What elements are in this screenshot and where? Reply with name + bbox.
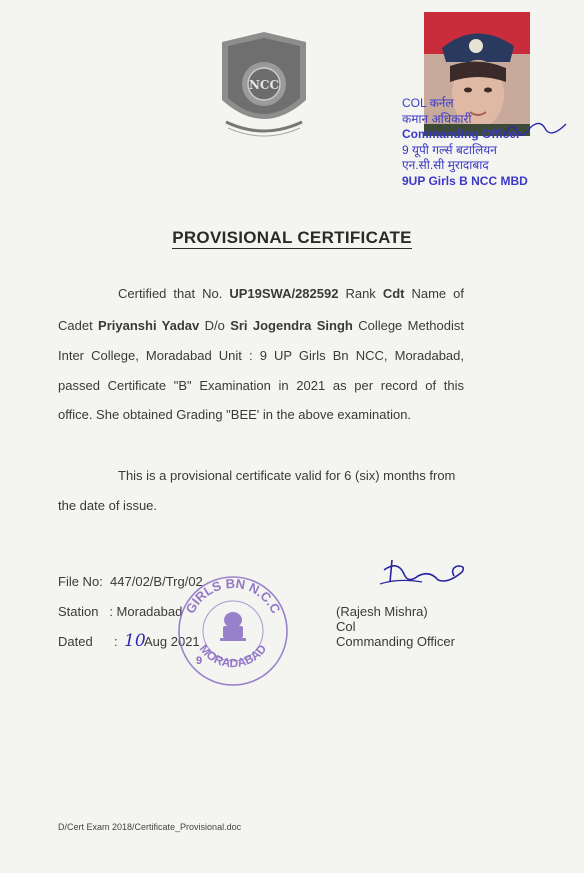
father-name: Sri Jogendra Singh (230, 318, 353, 333)
stamp-line: 9UP Girls B NCC MBD (402, 173, 528, 188)
officer-signature (378, 556, 468, 592)
body-line: passed Certificate "B" Examination in 2021 as per record of this (58, 378, 464, 393)
registration-number: UP19SWA/282592 (229, 286, 339, 301)
signatory-rank: Col (336, 619, 356, 634)
svg-text:MORADABAD: MORADABAD (196, 641, 270, 671)
body-line: Cadet Priyanshi Yadav D/o Sri Jogendra Singh College Methodist (58, 318, 464, 333)
stamp-line: कमान अधिकारी (402, 111, 472, 126)
handwritten-day: 10 (124, 631, 146, 651)
svg-text:GIRLS BN N.C.C: GIRLS BN N.C.C (182, 575, 284, 616)
signatory-title: Commanding Officer (336, 634, 455, 649)
emblem-icon (220, 612, 246, 641)
stamp-line: एन.सी.सी मुरादाबाद (402, 158, 489, 172)
body-line: the date of issue. (58, 498, 158, 513)
file-number: File No: 447/02/B/Trg/02 (58, 574, 203, 589)
stamp-signature (500, 114, 570, 144)
stamp-line: Commanding Officer (402, 127, 521, 141)
logo-text: NCC (248, 78, 280, 92)
signatory-name: (Rajesh Mishra) (336, 604, 428, 619)
body-line: office. She obtained Grading "BEE' in the above examination. (58, 407, 412, 422)
svg-text:9: 9 (196, 655, 203, 667)
body-line: Inter College, Moradabad Unit : 9 UP Girls Bn NCC, Moradabad, (58, 348, 464, 363)
rank: Cdt (382, 286, 405, 301)
stamp-line: 9 यूपी गर्ल्स बटालियन (402, 142, 497, 157)
date-issued: Dated : 10 Aug 2021 (58, 631, 200, 651)
certificate-title: PROVISIONAL CERTIFICATE (172, 228, 412, 247)
body-line: This is a provisional certificate valid for 6 (six) months from (118, 468, 456, 483)
ncc-logo (218, 30, 310, 142)
stamp-line: COL कर्नल (402, 96, 454, 110)
signatory-block (336, 604, 455, 649)
station: Station : Moradabad (58, 604, 183, 619)
body-line: Certified that No. UP19SWA/282592 Rank Cdt Name of (118, 286, 465, 301)
cadet-name: Priyanshi Yadav (98, 318, 200, 333)
round-unit-stamp (176, 574, 290, 688)
document-path: D/Cert Exam 2018/Certificate_Provisional.doc (58, 822, 242, 832)
